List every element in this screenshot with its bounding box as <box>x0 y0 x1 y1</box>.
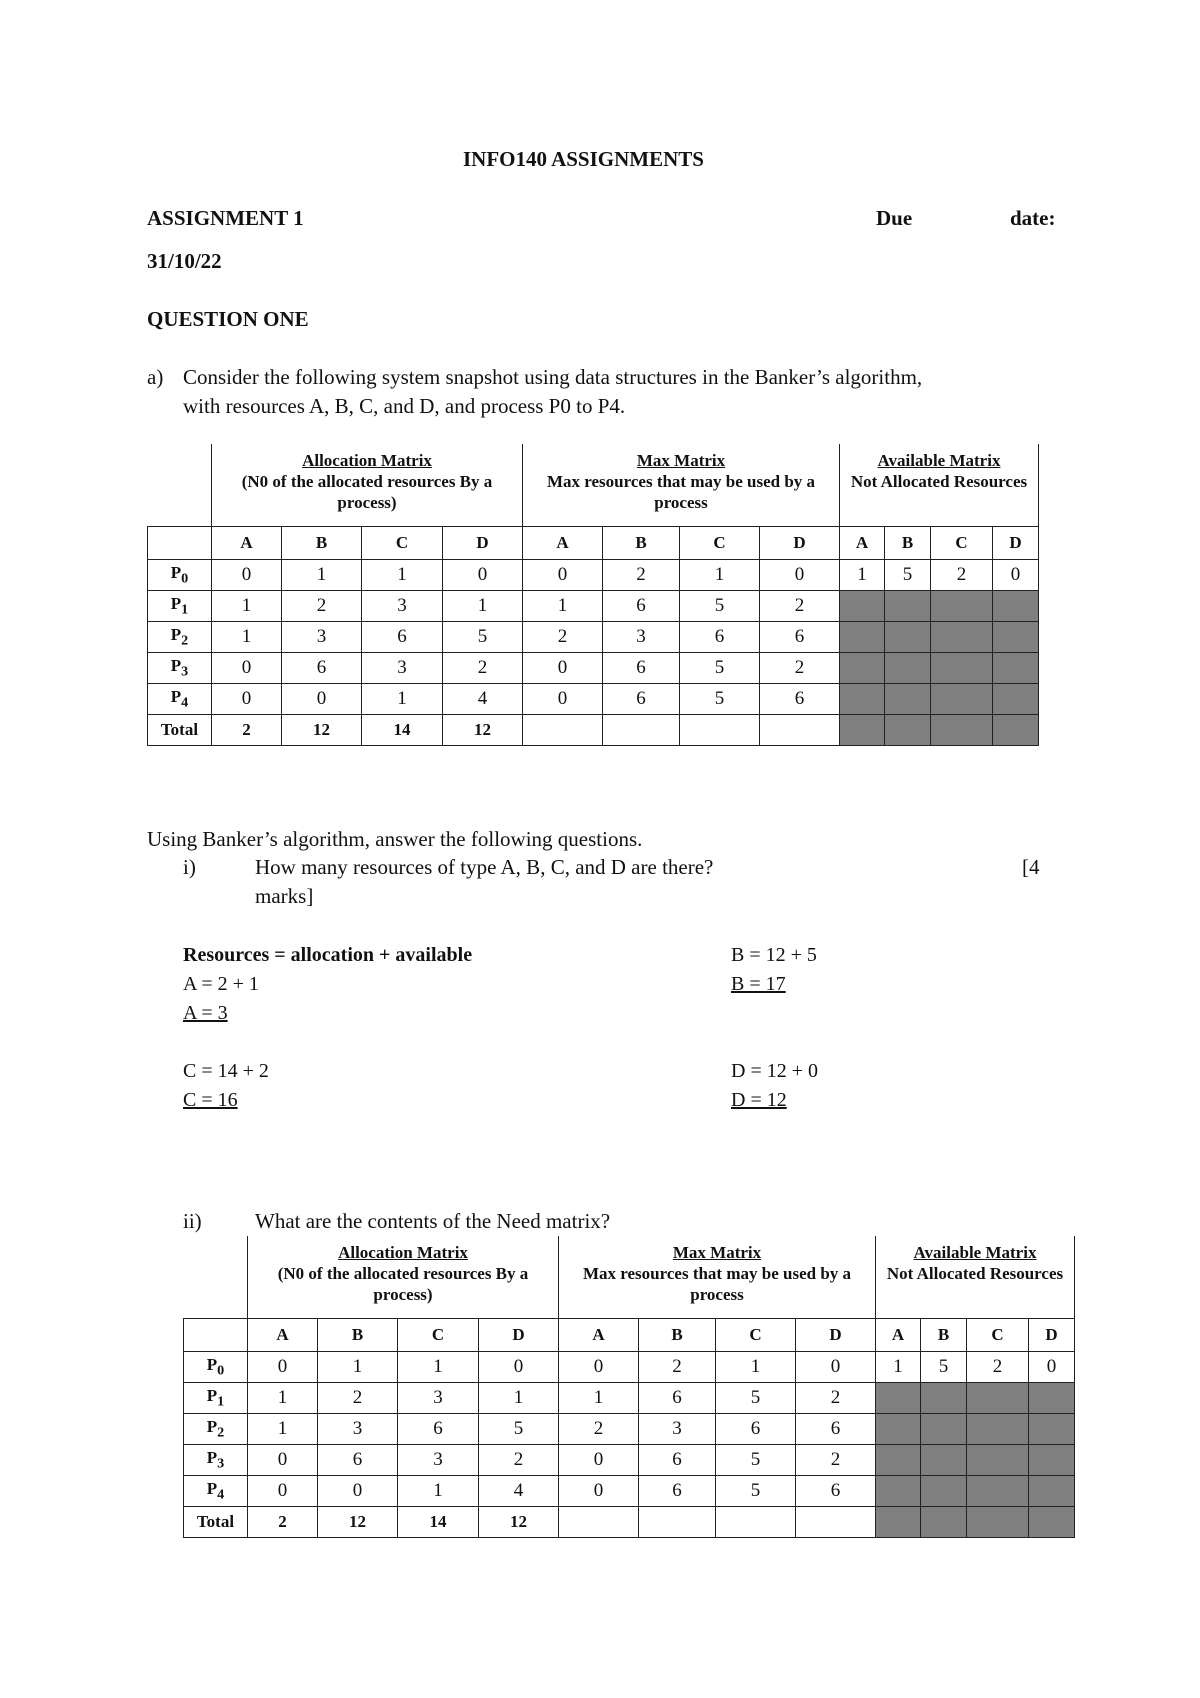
row-label <box>184 1383 248 1414</box>
alloc-cell: 0 <box>248 1476 318 1507</box>
page-title: INFO140 ASSIGNMENTS <box>463 147 704 171</box>
shaded-cell <box>876 1383 921 1414</box>
part-a-line1: Consider the following system snapshot using data structures in the Banker’s algorithm, <box>183 365 923 389</box>
calc-c: C = 14 + 2 <box>183 1060 269 1082</box>
alloc-cell: 1 <box>212 591 282 622</box>
max-cell: 6 <box>639 1383 716 1414</box>
shaded-cell <box>993 684 1039 715</box>
alloc-cell: 3 <box>282 622 362 653</box>
shaded-cell <box>840 591 885 622</box>
shaded-cell <box>931 591 993 622</box>
process-name: P <box>170 686 182 706</box>
part-a-line2: with resources A, B, C, and D, and process P0 to P4. <box>183 394 626 418</box>
shaded-cell <box>1029 1476 1075 1507</box>
alloc-cell: 3 <box>398 1383 479 1414</box>
alloc-cell: 1 <box>248 1383 318 1414</box>
col-alloc-a: A <box>212 527 282 560</box>
shaded-cell <box>885 684 931 715</box>
allocation-title: Allocation Matrix <box>338 1243 468 1262</box>
alloc-cell: 6 <box>362 622 443 653</box>
total-cell: 14 <box>398 1507 479 1538</box>
max-cell: 6 <box>716 1414 796 1445</box>
total-row <box>148 715 1039 746</box>
max-cell: 5 <box>680 653 760 684</box>
shaded-cell <box>921 1507 967 1538</box>
max-cell: 0 <box>523 560 603 591</box>
shaded-cell <box>921 1414 967 1445</box>
alloc-cell: 3 <box>362 653 443 684</box>
col-avail-a: A <box>876 1319 921 1352</box>
alloc-cell: 1 <box>248 1414 318 1445</box>
result-d: D = 12 <box>731 1089 787 1111</box>
row-label <box>148 684 212 715</box>
row-label <box>148 591 212 622</box>
row-label <box>148 622 212 653</box>
shaded-cell <box>1029 1414 1075 1445</box>
max-cell: 1 <box>680 560 760 591</box>
col-max-a: A <box>559 1319 639 1352</box>
alloc-cell: 0 <box>212 684 282 715</box>
alloc-cell: 0 <box>212 653 282 684</box>
max-cell: 5 <box>680 591 760 622</box>
total-cell: 12 <box>479 1507 559 1538</box>
shaded-cell <box>876 1507 921 1538</box>
col-alloc-d: D <box>443 527 523 560</box>
total-cell: 12 <box>282 715 362 746</box>
process-name: P <box>206 1385 218 1405</box>
total-cell: 2 <box>212 715 282 746</box>
process-name: P <box>206 1447 218 1467</box>
max-cell: 0 <box>559 1445 639 1476</box>
shaded-cell <box>967 1507 1029 1538</box>
process-name: P <box>170 624 182 644</box>
process-name: P <box>170 562 182 582</box>
alloc-cell: 1 <box>362 684 443 715</box>
process-index: 1 <box>181 601 189 618</box>
table-row <box>184 1414 1075 1445</box>
due-label: Due <box>876 206 913 230</box>
corner-cell <box>148 444 212 527</box>
shaded-cell <box>876 1414 921 1445</box>
shaded-cell <box>931 684 993 715</box>
max-cell: 1 <box>716 1352 796 1383</box>
available-header <box>876 1236 1075 1319</box>
col-alloc-b: B <box>318 1319 398 1352</box>
available-desc: Not Allocated Resources <box>886 1264 1064 1283</box>
total-label: Total <box>148 715 212 746</box>
shaded-cell <box>921 1383 967 1414</box>
empty-cell <box>559 1507 639 1538</box>
col-alloc-c: C <box>398 1319 479 1352</box>
col-avail-d: D <box>1029 1319 1075 1352</box>
max-cell: 5 <box>716 1445 796 1476</box>
max-cell: 5 <box>716 1383 796 1414</box>
max-cell: 2 <box>760 653 840 684</box>
shaded-cell <box>1029 1383 1075 1414</box>
shaded-cell <box>876 1476 921 1507</box>
alloc-cell: 1 <box>212 622 282 653</box>
col-avail-b: B <box>885 527 931 560</box>
col-max-d: D <box>760 527 840 560</box>
table-row <box>184 1383 1075 1414</box>
process-index: 2 <box>181 632 189 649</box>
max-cell: 0 <box>796 1352 876 1383</box>
process-name: P <box>170 593 182 613</box>
col-max-c: C <box>680 527 760 560</box>
col-avail-d: D <box>993 527 1039 560</box>
table-row <box>148 684 1039 715</box>
max-cell: 2 <box>523 622 603 653</box>
calc-d: D = 12 + 0 <box>731 1060 819 1082</box>
shaded-cell <box>840 684 885 715</box>
bankers-table <box>147 444 1039 746</box>
row-label <box>184 1414 248 1445</box>
shaded-cell <box>840 715 885 746</box>
alloc-cell: 5 <box>443 622 523 653</box>
max-cell: 2 <box>796 1383 876 1414</box>
max-cell: 6 <box>680 622 760 653</box>
empty-cell <box>760 715 840 746</box>
shaded-cell <box>967 1445 1029 1476</box>
alloc-cell: 2 <box>443 653 523 684</box>
shaded-cell <box>993 653 1039 684</box>
allocation-desc: (N0 of the allocated resources By a process) <box>241 472 493 512</box>
shaded-cell <box>993 622 1039 653</box>
shaded-cell <box>993 591 1039 622</box>
table-row <box>148 622 1039 653</box>
alloc-cell: 2 <box>479 1445 559 1476</box>
max-cell: 6 <box>603 591 680 622</box>
shaded-cell <box>921 1476 967 1507</box>
max-cell: 6 <box>603 653 680 684</box>
available-desc: Not Allocated Resources <box>850 472 1028 491</box>
shaded-cell <box>840 622 885 653</box>
column-header-row <box>184 1319 1075 1352</box>
alloc-cell: 3 <box>362 591 443 622</box>
q1-marks-open: [4 <box>1022 855 1040 879</box>
alloc-cell: 0 <box>479 1352 559 1383</box>
process-index: 2 <box>217 1424 225 1441</box>
max-cell: 6 <box>603 684 680 715</box>
empty-cell <box>716 1507 796 1538</box>
blank-cell <box>148 527 212 560</box>
row-label <box>148 560 212 591</box>
shaded-cell <box>885 622 931 653</box>
max-cell: 2 <box>796 1445 876 1476</box>
date-label: date: <box>1010 206 1056 230</box>
table-row <box>148 591 1039 622</box>
table-row <box>184 1476 1075 1507</box>
due-date-value: 31/10/22 <box>147 249 222 273</box>
q1-text: How many resources of type A, B, C, and D are there? <box>255 855 714 879</box>
max-cell: 0 <box>523 653 603 684</box>
max-cell: 0 <box>559 1476 639 1507</box>
max-cell: 6 <box>760 622 840 653</box>
row-label <box>184 1445 248 1476</box>
process-index: 0 <box>181 570 189 587</box>
q1-number: i) <box>183 855 196 879</box>
max-cell: 6 <box>796 1414 876 1445</box>
table-row <box>184 1445 1075 1476</box>
max-cell: 5 <box>716 1476 796 1507</box>
shaded-cell <box>931 653 993 684</box>
max-desc: Max resources that may be used by a process <box>582 1264 852 1304</box>
total-row <box>184 1507 1075 1538</box>
alloc-cell: 2 <box>318 1383 398 1414</box>
col-alloc-d: D <box>479 1319 559 1352</box>
calc-b: B = 12 + 5 <box>731 944 817 966</box>
allocation-desc: (N0 of the allocated resources By a process) <box>277 1264 529 1304</box>
max-cell: 1 <box>559 1383 639 1414</box>
total-cell: 12 <box>443 715 523 746</box>
max-cell: 6 <box>760 684 840 715</box>
shaded-cell <box>1029 1507 1075 1538</box>
max-cell: 5 <box>680 684 760 715</box>
max-title: Max Matrix <box>672 1243 762 1262</box>
total-label: Total <box>184 1507 248 1538</box>
max-title: Max Matrix <box>636 451 726 470</box>
q1-marks-close: marks] <box>255 884 314 908</box>
max-cell: 0 <box>523 684 603 715</box>
shaded-cell <box>885 653 931 684</box>
shaded-cell <box>967 1383 1029 1414</box>
shaded-cell <box>840 653 885 684</box>
shaded-cell <box>885 591 931 622</box>
alloc-cell: 0 <box>248 1352 318 1383</box>
total-cell: 2 <box>248 1507 318 1538</box>
max-cell: 0 <box>559 1352 639 1383</box>
col-avail-b: B <box>921 1319 967 1352</box>
avail-cell: 0 <box>993 560 1039 591</box>
avail-cell: 5 <box>885 560 931 591</box>
col-max-b: B <box>639 1319 716 1352</box>
max-cell: 6 <box>639 1476 716 1507</box>
shaded-cell <box>967 1414 1029 1445</box>
alloc-cell: 5 <box>479 1414 559 1445</box>
process-index: 0 <box>217 1362 225 1379</box>
total-cell: 14 <box>362 715 443 746</box>
alloc-cell: 6 <box>282 653 362 684</box>
q2-text: What are the contents of the Need matrix? <box>255 1209 611 1233</box>
alloc-cell: 4 <box>443 684 523 715</box>
allocation-header <box>248 1236 559 1319</box>
bankers-table <box>183 1236 1075 1538</box>
alloc-cell: 2 <box>282 591 362 622</box>
alloc-cell: 0 <box>282 684 362 715</box>
avail-cell: 1 <box>876 1352 921 1383</box>
available-title: Available Matrix <box>913 1243 1037 1262</box>
avail-cell: 2 <box>967 1352 1029 1383</box>
part-a-label: a) <box>147 365 164 389</box>
alloc-cell: 1 <box>479 1383 559 1414</box>
process-index: 4 <box>181 694 189 711</box>
shaded-cell <box>931 622 993 653</box>
process-index: 4 <box>217 1486 225 1503</box>
alloc-cell: 6 <box>398 1414 479 1445</box>
col-max-b: B <box>603 527 680 560</box>
table-row <box>148 653 1039 684</box>
result-c: C = 16 <box>183 1089 238 1111</box>
available-header <box>840 444 1039 527</box>
assignment-label: ASSIGNMENT 1 <box>147 206 304 230</box>
col-alloc-a: A <box>248 1319 318 1352</box>
col-avail-c: C <box>931 527 993 560</box>
alloc-cell: 1 <box>282 560 362 591</box>
col-alloc-c: C <box>362 527 443 560</box>
shaded-cell <box>931 715 993 746</box>
alloc-cell: 0 <box>212 560 282 591</box>
empty-cell <box>796 1507 876 1538</box>
allocation-title: Allocation Matrix <box>302 451 432 470</box>
max-cell: 2 <box>603 560 680 591</box>
table-row <box>184 1352 1075 1383</box>
empty-cell <box>523 715 603 746</box>
max-cell: 2 <box>760 591 840 622</box>
empty-cell <box>680 715 760 746</box>
process-index: 3 <box>217 1455 225 1472</box>
available-title: Available Matrix <box>877 451 1001 470</box>
col-avail-a: A <box>840 527 885 560</box>
alloc-cell: 6 <box>318 1445 398 1476</box>
col-max-d: D <box>796 1319 876 1352</box>
max-header <box>523 444 840 527</box>
shaded-cell <box>993 715 1039 746</box>
max-cell: 3 <box>639 1414 716 1445</box>
alloc-cell: 3 <box>398 1445 479 1476</box>
process-name: P <box>206 1416 218 1436</box>
max-cell: 6 <box>796 1476 876 1507</box>
table-row <box>148 560 1039 591</box>
max-header <box>559 1236 876 1319</box>
alloc-cell: 3 <box>318 1414 398 1445</box>
shaded-cell <box>967 1476 1029 1507</box>
process-index: 3 <box>181 663 189 680</box>
result-a: A = 3 <box>183 1002 228 1024</box>
alloc-cell: 1 <box>443 591 523 622</box>
shaded-cell <box>921 1445 967 1476</box>
calc-a: A = 2 + 1 <box>183 973 259 995</box>
process-name: P <box>206 1478 218 1498</box>
row-label <box>184 1352 248 1383</box>
column-header-row <box>148 527 1039 560</box>
col-max-a: A <box>523 527 603 560</box>
alloc-cell: 0 <box>443 560 523 591</box>
avail-cell: 0 <box>1029 1352 1075 1383</box>
corner-cell <box>184 1236 248 1319</box>
max-cell: 3 <box>603 622 680 653</box>
max-cell: 2 <box>559 1414 639 1445</box>
shaded-cell <box>1029 1445 1075 1476</box>
process-name: P <box>170 655 182 675</box>
process-name: P <box>206 1354 218 1374</box>
result-b: B = 17 <box>731 973 786 995</box>
shaded-cell <box>885 715 931 746</box>
max-cell: 0 <box>760 560 840 591</box>
question-heading: QUESTION ONE <box>147 307 309 331</box>
col-avail-c: C <box>967 1319 1029 1352</box>
max-cell: 6 <box>639 1445 716 1476</box>
allocation-header <box>212 444 523 527</box>
max-desc: Max resources that may be used by a process <box>546 472 816 512</box>
shaded-cell <box>876 1445 921 1476</box>
alloc-cell: 1 <box>362 560 443 591</box>
col-max-c: C <box>716 1319 796 1352</box>
alloc-cell: 1 <box>398 1352 479 1383</box>
max-cell: 2 <box>639 1352 716 1383</box>
avail-cell: 5 <box>921 1352 967 1383</box>
empty-cell <box>639 1507 716 1538</box>
alloc-cell: 1 <box>398 1476 479 1507</box>
alloc-cell: 0 <box>318 1476 398 1507</box>
alloc-cell: 1 <box>318 1352 398 1383</box>
avail-cell: 1 <box>840 560 885 591</box>
avail-cell: 2 <box>931 560 993 591</box>
total-cell: 12 <box>318 1507 398 1538</box>
row-label <box>148 653 212 684</box>
empty-cell <box>603 715 680 746</box>
resources-formula: Resources = allocation + available <box>183 944 473 966</box>
col-alloc-b: B <box>282 527 362 560</box>
process-index: 1 <box>217 1393 225 1410</box>
blank-cell <box>184 1319 248 1352</box>
row-label <box>184 1476 248 1507</box>
alloc-cell: 4 <box>479 1476 559 1507</box>
q2-number: ii) <box>183 1209 202 1233</box>
max-cell: 1 <box>523 591 603 622</box>
alloc-cell: 0 <box>248 1445 318 1476</box>
bankers-intro: Using Banker’s algorithm, answer the following questions. <box>147 827 643 851</box>
